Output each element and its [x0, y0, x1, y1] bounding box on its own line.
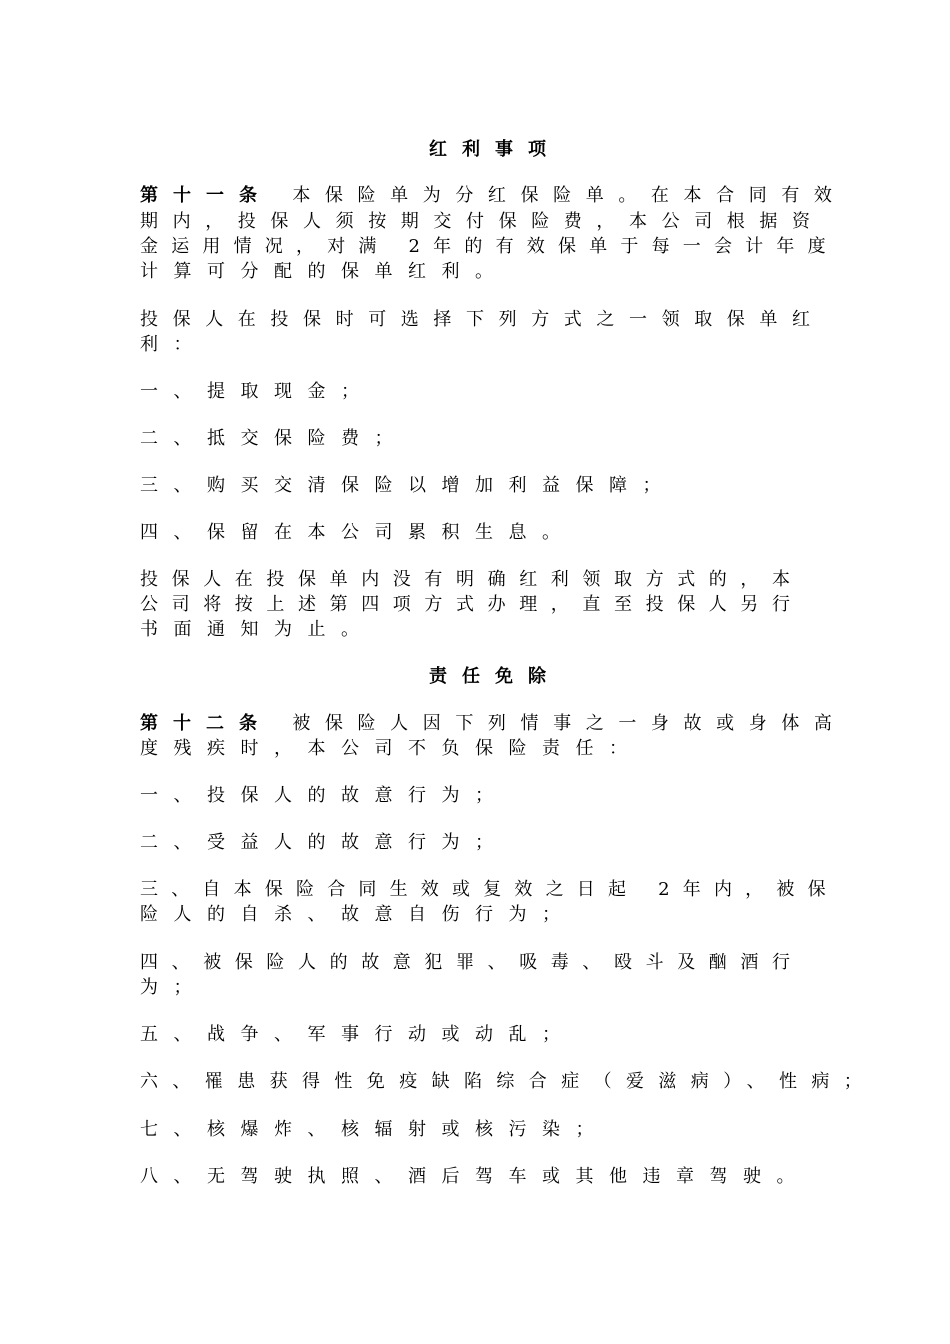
article-12-label: 第十二条 — [140, 713, 272, 734]
article-11-line-2: 期内，投保人须按期交付保险费，本公司根据资 — [140, 211, 825, 232]
exclusion-2: 二、受益人的故意行为； — [140, 832, 509, 853]
dividend-option-2: 二、抵交保险费； — [140, 428, 408, 449]
default-note-line-2: 公司将按上述第四项方式办理，直至投保人另行 — [140, 594, 804, 615]
dividend-option-1: 一、提取现金； — [140, 381, 375, 402]
exclusion-6: 六、罹患获得性免疫缺陷综合症（爱滋病）、性病； — [140, 1071, 877, 1092]
section-title-exclusions: 责任免除 — [429, 666, 561, 687]
exclusion-3-line-2: 险人的自杀、故意自伤行为； — [140, 904, 576, 925]
exclusion-5: 五、战争、军事行动或动乱； — [140, 1024, 576, 1045]
article-11-label: 第十一条 — [140, 185, 272, 206]
article-12-line-2: 度残疾时，本公司不负保险责任： — [140, 738, 643, 759]
default-note-line-3: 书面通知为止。 — [140, 619, 375, 640]
default-note-line-1: 投保人在投保单内没有明确红利领取方式的，本 — [140, 569, 804, 590]
exclusion-8: 八、无驾驶执照、酒后驾车或其他违章驾驶。 — [140, 1166, 810, 1187]
exclusion-4-line-1: 四、被保险人的故意犯罪、吸毒、殴斗及酗酒行 — [140, 952, 804, 973]
article-11-line-4: 计算可分配的保单红利。 — [140, 261, 509, 282]
exclusion-4-line-2: 为； — [140, 977, 207, 998]
dividend-option-4: 四、保留在本公司累积生息。 — [140, 522, 576, 543]
dividend-intro-line-1: 投保人在投保时可选择下列方式之一领取保单红 — [140, 309, 825, 330]
section-title-dividend: 红利事项 — [429, 139, 561, 160]
article-12-line-1: 第十二条 被保险人因下列情事之一身故或身体高 — [140, 713, 847, 734]
article-11-line-1: 第十一条 本保险单为分红保险单。在本合同有效 — [140, 185, 847, 206]
exclusion-7: 七、核爆炸、核辐射或核污染； — [140, 1119, 609, 1140]
exclusion-3-line-1: 三、自本保险合同生效或复效之日起 2年内，被保 — [140, 879, 839, 900]
exclusion-1: 一、投保人的故意行为； — [140, 785, 509, 806]
article-11-line-3: 金运用情况，对满 2年的有效保单于每一会计年度 — [140, 236, 839, 257]
dividend-intro-line-2: 利： — [140, 334, 207, 355]
dividend-option-3: 三、购买交清保险以增加利益保障； — [140, 475, 676, 496]
